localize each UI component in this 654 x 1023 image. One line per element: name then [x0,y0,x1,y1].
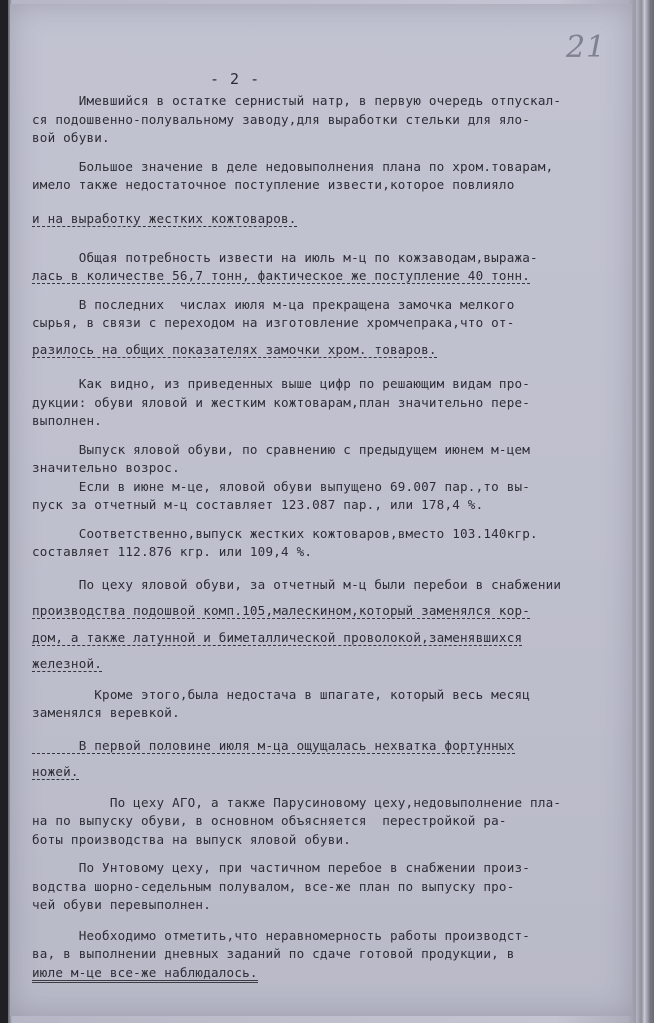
underlined-text: ножей. [32,764,79,779]
text-line: на по выпуску обуви, в основном объясняется перестройкой ра- [32,813,507,828]
text-line: сырья, в связи с переходом на изготовление хромчепрака,что от- [32,315,515,330]
document-body [32,92,622,992]
text-line: пуск за отчетный м-ц составляет 123.087 пар., или 178,4 %. [32,497,484,512]
paragraph-1 [32,92,622,148]
paragraph-4 [32,296,622,360]
paragraph-5 [32,375,622,431]
underlined-text: июле м-це все-же наблюдалось. [32,965,258,983]
text-line [32,964,622,983]
text-line [32,341,622,360]
text-line: Как видно, из приведенных выше цифр по решающим видам про- [32,376,531,391]
text-line: составляет 112.876 кгр. или 109,4 %. [32,544,313,559]
text-line: значительно возрос. [32,460,180,475]
folio-number: 21 [566,30,607,65]
paragraph-12 [32,859,622,915]
underlined-text: железной. [32,656,103,671]
paragraph-6 [32,441,622,515]
text-line: Имевшийся в остатке сернистый натр, в первую очередь отпускал- [32,93,562,108]
underlined-text: В первой половине июля м-ца ощущалась нехватка фортунных [32,737,515,753]
page-edge [636,0,650,1023]
underlined-text: и на выработку жестких кожтоваров. [32,210,297,226]
paragraph-9 [32,686,622,723]
underlined-text: разилось на общих показателях замочки хром. товаров. [32,341,437,357]
text-line: имело также недостаточное поступление извести,которое повлияло [32,177,515,192]
paragraph-11 [32,794,622,850]
text-line [32,267,622,286]
paragraph-8 [32,576,622,674]
page-number: - 2 - [210,70,261,88]
text-line: Необходимо отметить,что неравномерность работы производст- [32,927,531,943]
text-line: выполнен. [32,413,103,428]
text-line: Выпуск яловой обуви, по сравнению с предыдущем июнем м-цем [32,441,531,457]
paragraph-2 [32,158,622,233]
text-line: По цеху АГО, а также Парусиновому цеху,недовыполнение пла- [32,794,562,810]
text-line [32,205,622,233]
underlined-text: лась в количестве 56,7 тонн, фактическое же поступление 40 тонн. [32,268,531,283]
text-line: По цеху яловой обуви, за отчетный м-ц были перебои в снабжении [32,576,562,592]
text-line: водства шорно-седельным полувалом, все-же план по выпуску про- [32,878,515,894]
text-line: вой обуви. [32,130,110,145]
paragraph-7 [32,525,622,562]
text-line: Соответственно,выпуск жестких кожтоваров,вместо 103.140кгр. [32,525,538,541]
underlined-text: дом, а также латунной и биметаллической проволокой,заменявшихся [32,629,523,645]
text-line: чей обуви перевыполнен. [32,897,211,912]
text-line: дукции: обуви яловой и жестким кожтоварам,план значительно пере- [32,394,531,410]
text-line: боты производства на выпуск яловой обуви. [32,831,352,847]
binding-shadow [0,0,8,1023]
text-line: заменялся веревкой. [32,705,180,720]
text-line: По Унтовому цеху, при частичном перебое в снабжении произ- [32,860,531,875]
paragraph-13 [32,927,622,983]
text-line: Большое значение в деле недовыполнения плана по хром.товарам, [32,158,554,174]
text-line [32,655,622,674]
paragraph-10 [32,737,622,782]
text-line [32,602,622,621]
underlined-text: производства подошвой комп.105,малескином,который заменялся кор- [32,603,531,618]
text-line [32,737,622,756]
text-line: Если в июне м-це, яловой обуви выпущено 69.007 пар.,то вы- [32,478,531,494]
text-line: ва, в выполнении дневных заданий по сдаче готовой продукции, в [32,946,515,961]
text-line: ся подошвенно-полувальному заводу,для выработки стельки для яло- [32,111,531,127]
text-line: Кроме этого,была недостача в шпагате, который весь месяц [32,686,531,702]
text-line [32,629,622,648]
paragraph-3 [32,249,622,286]
text-line: Общая потребность извести на июль м-ц по кожзаводам,выража- [32,249,538,265]
text-line [32,763,622,782]
text-line: В последних числах июля м-ца прекращена замочка мелкого [32,296,515,312]
